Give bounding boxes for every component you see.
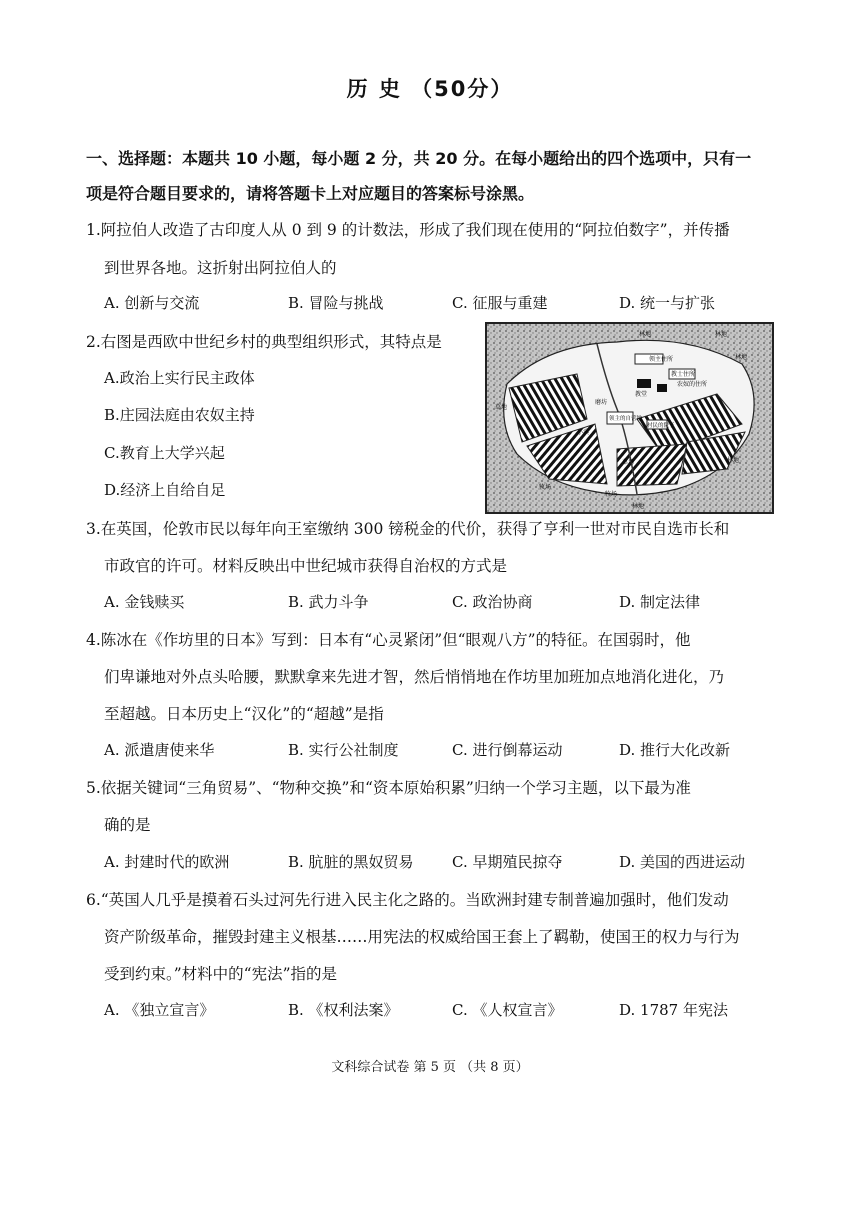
map-label-hayfield: 草场 xyxy=(622,459,635,466)
map-label-woodland-4: 林地 xyxy=(632,503,645,510)
question-3-line2: 市政官的许可。材料反映出中世纪城市获得自治权的方式是 xyxy=(104,557,508,575)
question-5-line2: 确的是 xyxy=(104,816,151,834)
q1-option-a: A. 创新与交流 xyxy=(104,294,200,312)
q2-option-c: C.教育上大学兴起 xyxy=(104,444,225,462)
question-2-line1: 2.右图是西欧中世纪乡村的典型组织形式，其特点是 xyxy=(86,333,442,351)
map-label-serf-house: 农奴的住所 xyxy=(677,381,708,388)
q3-option-b: B. 武力斗争 xyxy=(288,593,369,611)
map-label-woodland-top: 林地 xyxy=(715,331,728,338)
manor-map-drawing xyxy=(487,324,772,512)
q3-option-a: A. 金钱赎买 xyxy=(104,593,185,611)
q2-option-b: B.庄园法庭由农奴主持 xyxy=(104,406,255,424)
q2-option-d: D.经济上自给自足 xyxy=(104,481,226,499)
q3-option-d: D. 制定法律 xyxy=(619,593,701,611)
map-label-woodland-3: 林地 xyxy=(727,457,740,464)
map-label-village-yard: 村民的院子 xyxy=(647,423,675,429)
q5-option-b: B. 肮脏的黑奴贸易 xyxy=(288,853,414,871)
question-4-line1: 4.陈冰在《作坊里的日本》写到：日本有“心灵紧闭”但“眼观八方”的特征。在国弱时，他 xyxy=(86,631,691,649)
map-label-pasture-2: 牧场 xyxy=(539,484,552,491)
map-label-stream: 小溪 xyxy=(577,429,590,436)
map-label-demesne: 领主的自营地 xyxy=(609,416,643,422)
map-label-woodland-1: 林地 xyxy=(639,331,652,338)
q2-option-a: A.政治上实行民主政体 xyxy=(104,369,255,387)
q6-option-b: B. 《权利法案》 xyxy=(288,1001,399,1019)
q1-option-d: D. 统一与扩张 xyxy=(619,294,716,312)
map-label-church: 教堂 xyxy=(635,391,648,398)
section-heading-line2: 项是符合题目要求的，请将答题卡上对应题目的答案标号涂黑。 xyxy=(86,184,535,203)
page-footer: 文科综合试卷 第 5 页 （共 8 页） xyxy=(331,1060,529,1075)
question-6-line1: 6.“英国人几乎是摸着石头过河先行进入民主化之路的。当欧洲封建专制普遍加强时，他们发动 xyxy=(86,891,729,909)
manor-map-figure xyxy=(485,322,774,514)
q3-option-c: C. 政治协商 xyxy=(452,593,533,611)
q1-option-b: B. 冒险与挑战 xyxy=(288,294,384,312)
q4-option-c: C. 进行倒幕运动 xyxy=(452,741,563,759)
q4-option-a: A. 派遣唐使来华 xyxy=(104,741,215,759)
question-4-line3: 至超越。日本历史上“汉化”的“超越”是指 xyxy=(104,705,384,723)
q6-option-a: A. 《独立宣言》 xyxy=(104,1001,215,1019)
q5-option-d: D. 美国的西进运动 xyxy=(619,853,746,871)
q6-option-c: C. 《人权宣言》 xyxy=(452,1001,563,1019)
q1-option-c: C. 征服与重建 xyxy=(452,294,548,312)
question-4-line2: 们卑谦地对外点头哈腰，默默拿来先进才智，然后悄悄地在作坊里加班加点地消化进化，乃 xyxy=(104,668,725,686)
map-label-priest-house: 教士住所 xyxy=(671,371,696,378)
q6-option-d: D. 1787 年宪法 xyxy=(619,1001,728,1019)
question-1-line2: 到世界各地。这折射出阿拉伯人的 xyxy=(104,259,337,277)
map-label-meadow: 草地 xyxy=(495,404,508,411)
q5-option-a: A. 封建时代的欧洲 xyxy=(104,853,230,871)
question-3-line1: 3.在英国，伦敦市民以每年向王室缴纳 300 镑税金的代价，获得了亨利一世对市民自选市长和 xyxy=(86,520,730,538)
question-6-line3: 受到约束。”材料中的“宪法”指的是 xyxy=(104,965,338,983)
q5-option-c: C. 早期殖民掠夺 xyxy=(452,853,563,871)
section-heading-line1: 一、选择题：本题共 10 小题，每小题 2 分，共 20 分。在每小题给出的四个选项中，只有一 xyxy=(86,149,752,168)
q4-option-d: D. 推行大化改新 xyxy=(619,741,731,759)
page-title: 历 史 （50分） xyxy=(346,77,514,101)
map-label-mill: 磨坊 xyxy=(595,399,608,406)
map-label-pasture-1: 牧场 xyxy=(605,491,618,498)
question-5-line1: 5.依据关键词“三角贸易”、“物种交换”和“资本原始积累”归纳一个学习主题，以下最为准 xyxy=(86,779,691,797)
map-label-woodland-2: 林地 xyxy=(735,354,748,361)
q4-option-b: B. 实行公社制度 xyxy=(288,741,399,759)
map-label-lord-house: 领主住所 xyxy=(649,356,674,363)
question-6-line2: 资产阶级革命，摧毁封建主义根基……用宪法的权威给国王套上了羁勒，使国王的权力与行为 xyxy=(104,928,740,946)
question-1-line1: 1.阿拉伯人改造了古印度人从 0 到 9 的计数法，形成了我们现在使用的“阿拉伯数字”，并传播 xyxy=(86,221,730,239)
